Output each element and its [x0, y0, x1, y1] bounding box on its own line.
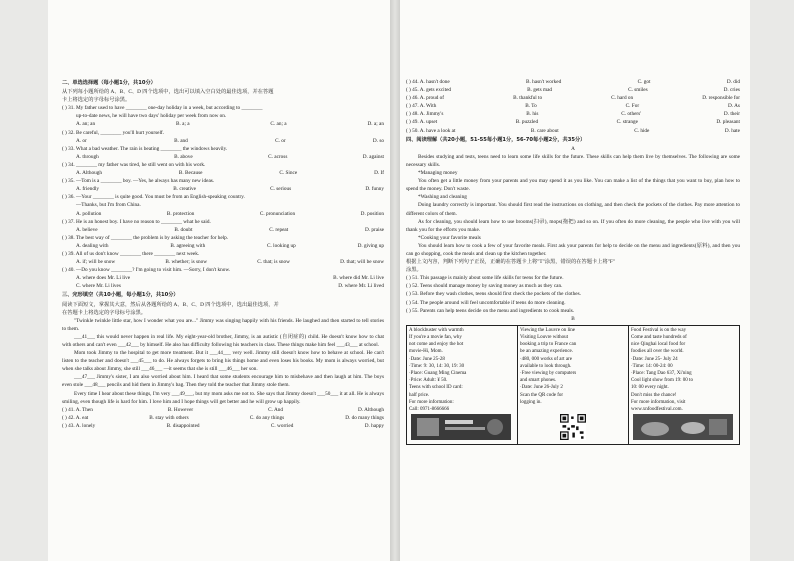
movie-poster-image: [411, 414, 511, 440]
question-52: ( ) 52. Teens should manage money by saving money as much as they can.: [406, 283, 563, 290]
ads-table: [406, 325, 740, 445]
question-53: ( ) 53. Before they wash clothes, teens should first check the pockets of the clothes.: [406, 291, 581, 298]
question-55: ( ) 55. Parents can help teens decide on the menu and ingredients to cook meals.: [406, 307, 575, 314]
heading-washing-cleaning: *Washing and cleaning: [418, 194, 467, 201]
right-column: [406, 78, 740, 445]
left-page: [48, 0, 390, 561]
section-2-title: 二、单选选择题（每小题1分，共10分）: [62, 80, 156, 86]
cloze-options-48: ( ) 48. A. Jimmy's B. his C. others' D. their: [406, 111, 740, 118]
question-36: ( ) 36. —Your ________ is quite good. You must be from an English-speaking country. —Thanks, but I'm from China. A. pollution B. protection C. pronunciation D. position: [62, 194, 384, 217]
right-page: [400, 0, 750, 561]
question-37: ( ) 37. He is an honest boy. I have no reason to ________ what he said. A. believe B. doubt C. repeat D. praise: [62, 218, 384, 233]
page-fold: [390, 0, 400, 561]
section-3-title: 三、完形填空（共10小题，每小题1分，共10分）: [62, 292, 179, 299]
question-32: ( ) 32. Be careful, ________ you'll hurt yourself. A. or B. and C. or D. so: [62, 129, 384, 144]
question-51: ( ) 51. This passage is mainly about some life skills for teens for the future.: [406, 275, 564, 282]
question-35: ( ) 35. —Tom is a ________ boy. —Yes, he always has many new ideas. A. friendly B. creative C. serious D. funny: [62, 178, 384, 193]
cloze-options-45: ( ) 45. A. gets excited B. gets mad C. smiles D. cries: [406, 87, 740, 94]
passage-a-intro: Besides studying and tests, teens need to learn some life skills for the future. These skills can help them live by themselves. The following are some necessary skills.: [406, 153, 740, 168]
question-34: ( ) 34. ________ my father was tired, he still went on with his work. A. Although B. Because C. Since D. If: [62, 161, 384, 177]
cloze-options-50: ( ) 50. A. have a look at B. care about C. hide D. hate: [406, 127, 740, 134]
question-38: ( ) 38. The best way of ________ the problem is by asking the teacher for help. A. dealing with B. agreeing with C. looking up D. giving up: [62, 234, 384, 249]
section-2-intro: 从下列每小题所给的 A、B、C、D 四个选项中，选出可以填入空白处的最佳选项，并在答题 卡上将选定的字母标号涂黑。: [62, 89, 274, 104]
cloze-options-46: ( ) 46. A. proud of B. thankful to C. hard on D. responsible for: [406, 95, 740, 102]
cloze-options-47: ( ) 47. A. With B. To C. For D. As: [406, 103, 740, 110]
cloze-paragraph-2: ___41___ this would never happen in real life. My eight-year-old brother, Jimmy, is an autistic (自闭症的) child. He doesn't know how to chat with others and can't even ___42___ by himself. He also has difficulty following his teachers in class. These things make him feel ___43___ at school.: [62, 333, 384, 348]
cloze-paragraph-3: Mom took Jimmy to the hospital to get more treatment. But it ___44___ very well. Jimmy still doesn't know how to behave at school. He can't listen to the teacher and doesn't ___45___ to do. He always forgets to bring his things home and even loses his books. My mom is always worried, but when she talks about Jimmy, she still ___46___ —it seems that she is still ___46___ her son.: [62, 350, 384, 373]
cloze-paragraph-5: Every time I hear about these things, I'm very ___49___, but my mom asks me not to. She says that Jimmy doesn't ___50___ it at all. He is always smiling, even though life is hard for him. I love him and I hope things will get better and he will grow up happily.: [62, 390, 384, 405]
question-39: ( ) 39. All of us don't know ________ there ________ next week. A. if; will be snow B. whether; is snow C. that; is snow D. that; will be snow: [62, 250, 384, 266]
passage-a-label: A: [571, 145, 575, 152]
heading-cooking: *Cooking your favorite meals: [418, 234, 481, 241]
question-40: ( ) 40. —Do you know ________? I'm going to visit him. —Sorry, I don't know. A. where does Mr. Li live B. where did Mr. Li live C. where Mr. Li lives D. where Mr. Li lived: [62, 267, 384, 290]
cloze-options-49: ( ) 49. A. upset B. puzzled C. strange D. pleasant: [406, 119, 740, 126]
left-column: [62, 78, 384, 430]
cloze-paragraph-4: ___47___ Jimmy's sister, I am also worried about him. I heard that some students encourage him to misbehave and then laugh at him. The boys even stole ___48___ pencils and hid them in Jimmy's bag. Then they told the teacher that Jimmy stole them.: [62, 374, 384, 389]
food-festival-image: [633, 414, 733, 440]
question-33: ( ) 33. What a bad weather. The rain is beating ________ the windows heavily. A. through B. above C. across D. against: [62, 145, 384, 160]
question-54: ( ) 54. The people around will feel uncomfortable if teens do more cleaning.: [406, 299, 566, 306]
judge-instructions: 根据上文内容，判断下列句子正误，正确的在答题卡上将"T"涂黑，错误的在答题卡上将"F" 涂黑。: [406, 259, 615, 274]
cloze-options-44: ( ) 44. A. hasn't done B. hasn't worked C. got D. did: [406, 79, 740, 85]
ad-food-festival: Food Festival is on the way Come and taste hundreds of nice Qinghai local food for foodies all over the world. ·Date: June 25- July 24 ·Time: 14: 00-24: 00 ·Place: Tang Dao 637, Xi'ning Cool light show from 19: 00 to 10: 00 every night. Don't miss the chance! For more information, visit www.xnfoodfestival.com.: [629, 326, 739, 444]
heading-managing-money: *Managing money: [418, 170, 458, 177]
passage-a-cleaning: As for cleaning, you should learn how to use brooms(扫帚), mops(拖把) and so on. If you often do more cleaning, the people who live with you will thank you for the efforts you make.: [406, 218, 740, 233]
section-3-intro: 阅读下面短文，掌握其大意，然后从各题所给的 A、B、C、D 四个选项中，选出最佳选项，并 在答题卡上将选定的字母标号涂黑。: [62, 301, 279, 316]
ad-movie: A blockbuster with warmth If you're a movie fan, why not come and enjoy the hot movie-Hi, Mom. ·Date: June 25-28 ·Time: 9: 30, 14: 30, 19: 30 ·Place: Guang Ming Cinema ·Price: Adult: ¥ 50. Teens with school ID card: half price. For more information: Call: 0971-8666666: [407, 326, 518, 444]
passage-a-cooking: You should learn how to cook a few of your favorite meals. First ask your parents for help to decide on the menu and ingredients(原料), and then you can go shopping, cook the meals and clean up the kitchen together.: [406, 242, 740, 257]
qr-code-icon[interactable]: [560, 414, 586, 440]
q31-options: A. an; an B. a; a C. an; a D. a; an: [76, 121, 384, 128]
section-4-title: 四、阅读理解（共20小题，51-55每小题1分，56-70每小题2分，共35分）: [406, 136, 586, 143]
passage-a-laundry: Doing laundry correctly is important. You should first read the instructions on clothing, and then check the pockets of the clothes. Pay more attention to different colors of them.: [406, 202, 740, 217]
passage-a-money: You often get a little money from your parents and you may spend it as you like. You can make a list of the things that you want to buy, plan how to spend the money. Don't waste.: [406, 178, 740, 193]
cloze-paragraph-1: "Twinkle twinkle little star, how I wonder what you are..." Jimmy was singing happily with his friends. He laughed and then started to tell stories to them.: [62, 317, 384, 332]
passage-b-label: B: [571, 315, 575, 322]
question-31: ( ) 31. My father used to have ________ one-day holiday in a week, but according to ________ up-to-date news, he will have two days' holiday per week from now on. A. an; an B. a; a C. an; a D. a; an: [62, 105, 384, 128]
ad-louvre: Viewing the Louvre on line Visiting Louvre without booking a trip to France can be an amazing experience. ·480, 000 works of art are available to look through. ·Free viewing by computers and smart phones. ·Date: June 26-July 2 Scan the QR code for logging in.: [518, 326, 629, 444]
cloze-options-42: ( ) 42. A. eat B. stay with others C. do any things D. do many things: [62, 414, 384, 421]
cloze-options-43: ( ) 43. A. lonely B. disappointed C. worried D. happy: [62, 422, 384, 429]
cloze-options-41: ( ) 41. A. Then B. However C. And D. Although: [62, 406, 384, 413]
